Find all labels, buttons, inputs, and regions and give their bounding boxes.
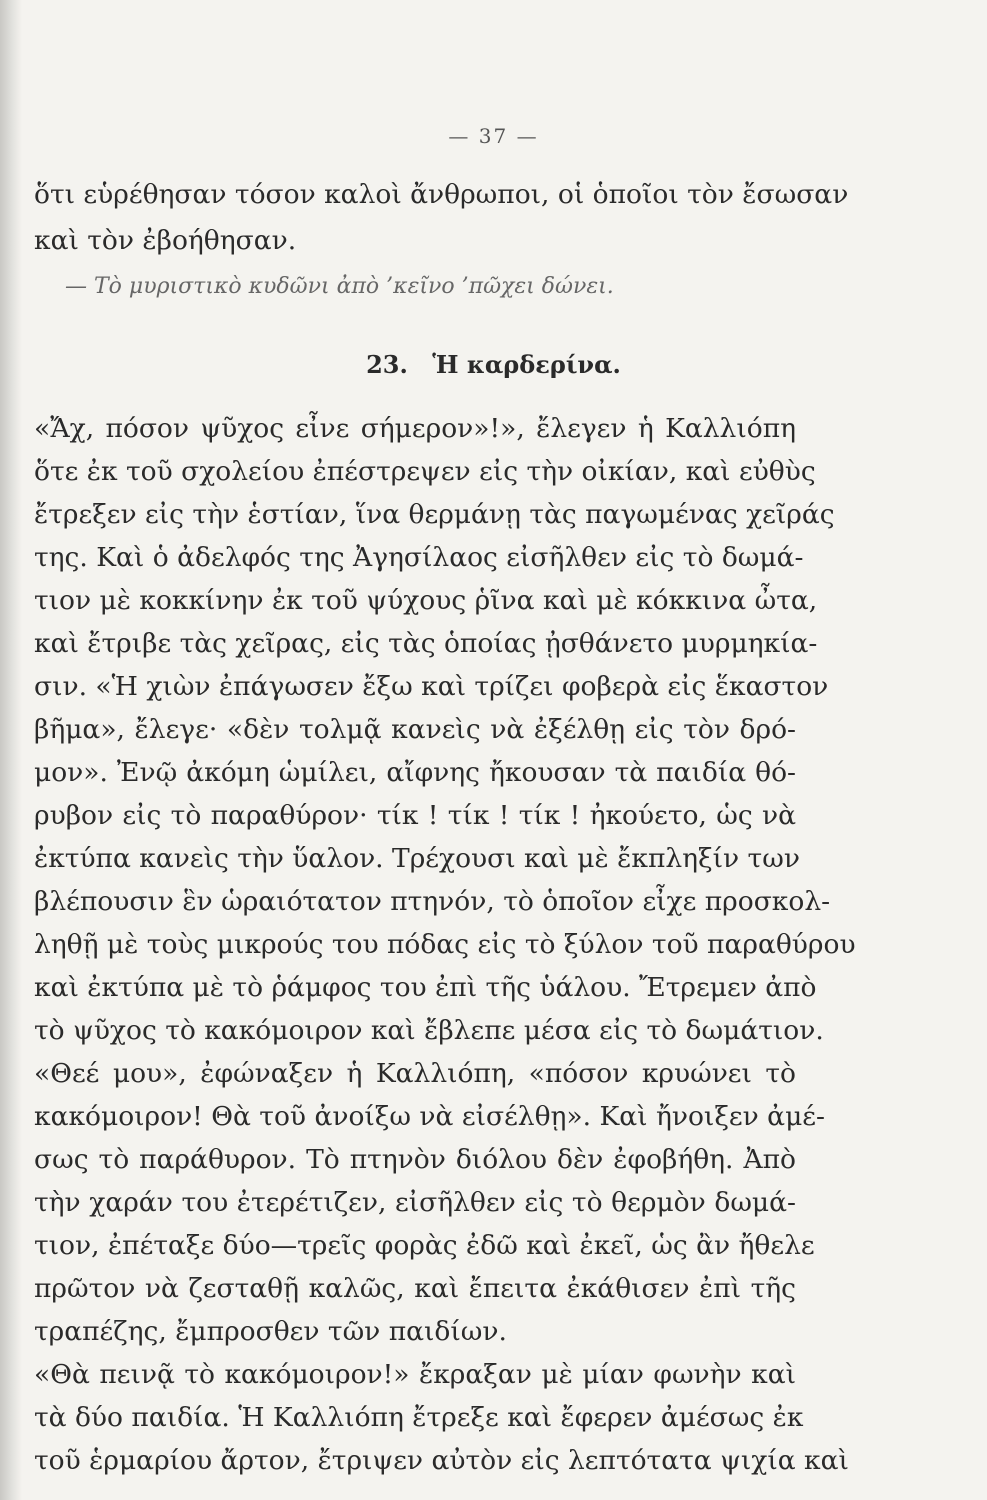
text-line: τραπέζης, ἔμπροσθεν τῶν παιδίων.	[34, 1316, 507, 1347]
text-line: ὅτε ἐκ τοῦ σχολείου ἐπέστρεψεν εἰς τὴν οἰκίαν, καὶ εὐθὺς	[34, 456, 816, 487]
text-line: τοῦ ἑρμαρίου ἄρτον, ἔτριψεν αὐτὸν εἰς λεπτότατα ψιχία καὶ	[34, 1445, 849, 1476]
text-line: ἔτρεξεν εἰς τὴν ἑστίαν, ἵνα θερμάνῃ τὰς παγωμένας χεῖράς	[34, 499, 835, 530]
text-line: της. Καὶ ὁ ἀδελφός της Ἀγησίλαος εἰσῆλθεν εἰς τὸ δωμά-	[34, 542, 804, 573]
text-line: μον». Ἐνῷ ἀκόμη ὡμίλει, αἴφνης ἤκουσαν τὰ παιδία θό-	[34, 757, 796, 788]
text-line: «Ἄχ, πόσον ψῦχος εἶνε σήμερον»!», ἔλεγεν ἡ Καλλιόπη	[34, 413, 796, 444]
italic-quote-line: — Τὸ μυριστικὸ κυδῶνι ἀπὸ ’κεῖνο ’πῶχει δώνει.	[65, 274, 614, 299]
text-line: «Θὰ πεινᾷ τὸ κακόμοιρον!» ἔκραξαν μὲ μίαν φωνὴν καὶ	[34, 1359, 796, 1390]
text-line: «Θεέ μου», ἐφώναξεν ἡ Καλλιόπη, «πόσον κρυώνει τὸ	[34, 1058, 796, 1089]
text-line: ρυβον εἰς τὸ παραθύρον· τίκ ! τίκ ! τίκ ! ἠκούετο, ὡς νὰ	[34, 800, 796, 831]
text-line: τιον, ἐπέταξε δύο—τρεῖς φορὰς ἐδῶ καὶ ἐκεῖ, ὡς ἂν ἤθελε	[34, 1230, 815, 1261]
text-line: κακόμοιρον! Θὰ τοῦ ἀνοίξω νὰ εἰσέλθῃ». Καὶ ἤνοιξεν ἀμέ-	[34, 1101, 825, 1132]
page-number: — 37 —	[448, 124, 539, 148]
text-line: καὶ τὸν ἐβοήθησαν.	[34, 225, 297, 256]
text-line: βλέπουσιν ἓν ὡραιότατον πτηνόν, τὸ ὁποῖον εἶχε προσκολ-	[34, 886, 831, 917]
page-binding-shadow	[0, 0, 22, 1500]
text-line: καὶ ἐκτύπα μὲ τὸ ῥάμφος του ἐπὶ τῆς ὑάλου. Ἔτρεμεν ἀπὸ	[34, 972, 817, 1003]
text-line: τιον μὲ κοκκίνην ἐκ τοῦ ψύχους ῥῖνα καὶ μὲ κόκκινα ὦτα,	[34, 585, 818, 616]
text-line: τὴν χαράν του ἐτερέτιζεν, εἰσῆλθεν εἰς τὸ θερμὸν δωμά-	[34, 1187, 796, 1218]
section-title: Ἡ καρδερίνα.	[432, 350, 621, 379]
section-number: 23.	[366, 350, 408, 379]
text-line: ληθῇ μὲ τοὺς μικρούς του πόδας εἰς τὸ ξύλον τοῦ παραθύρου	[34, 929, 856, 960]
text-line: βῆμα», ἔλεγε· «δὲν τολμᾷ κανεὶς νὰ ἐξέλθῃ εἰς τὸν δρό-	[34, 714, 796, 745]
section-heading	[0, 348, 987, 382]
text-line: πρῶτον νὰ ζεσταθῇ καλῶς, καὶ ἔπειτα ἐκάθισεν ἐπὶ τῆς	[34, 1273, 796, 1304]
text-line: ὅτι εὑρέθησαν τόσον καλοὶ ἄνθρωποι, οἱ ὁποῖοι τὸν ἔσωσαν	[34, 179, 849, 210]
text-line: καὶ ἔτριβε τὰς χεῖρας, εἰς τὰς ὁποίας ᾐσθάνετο μυρμηκία-	[34, 628, 818, 659]
text-line: σως τὸ παράθυρον. Τὸ πτηνὸν διόλου δὲν ἐφοβήθη. Ἀπὸ	[34, 1144, 796, 1175]
text-line: τὸ ψῦχος τὸ κακόμοιρον καὶ ἔβλεπε μέσα εἰς τὸ δωμάτιον.	[34, 1015, 824, 1046]
text-line: σιν. «Ἡ χιὼν ἐπάγωσεν ἔξω καὶ τρίζει φοβερὰ εἰς ἕκαστον	[34, 671, 829, 702]
text-line: τὰ δύο παιδία. Ἡ Καλλιόπη ἔτρεξε καὶ ἔφερεν ἀμέσως ἐκ	[34, 1402, 804, 1433]
text-line: ἐκτύπα κανεὶς τὴν ὕαλον. Τρέχουσι καὶ μὲ ἔκπληξίν των	[34, 843, 800, 874]
